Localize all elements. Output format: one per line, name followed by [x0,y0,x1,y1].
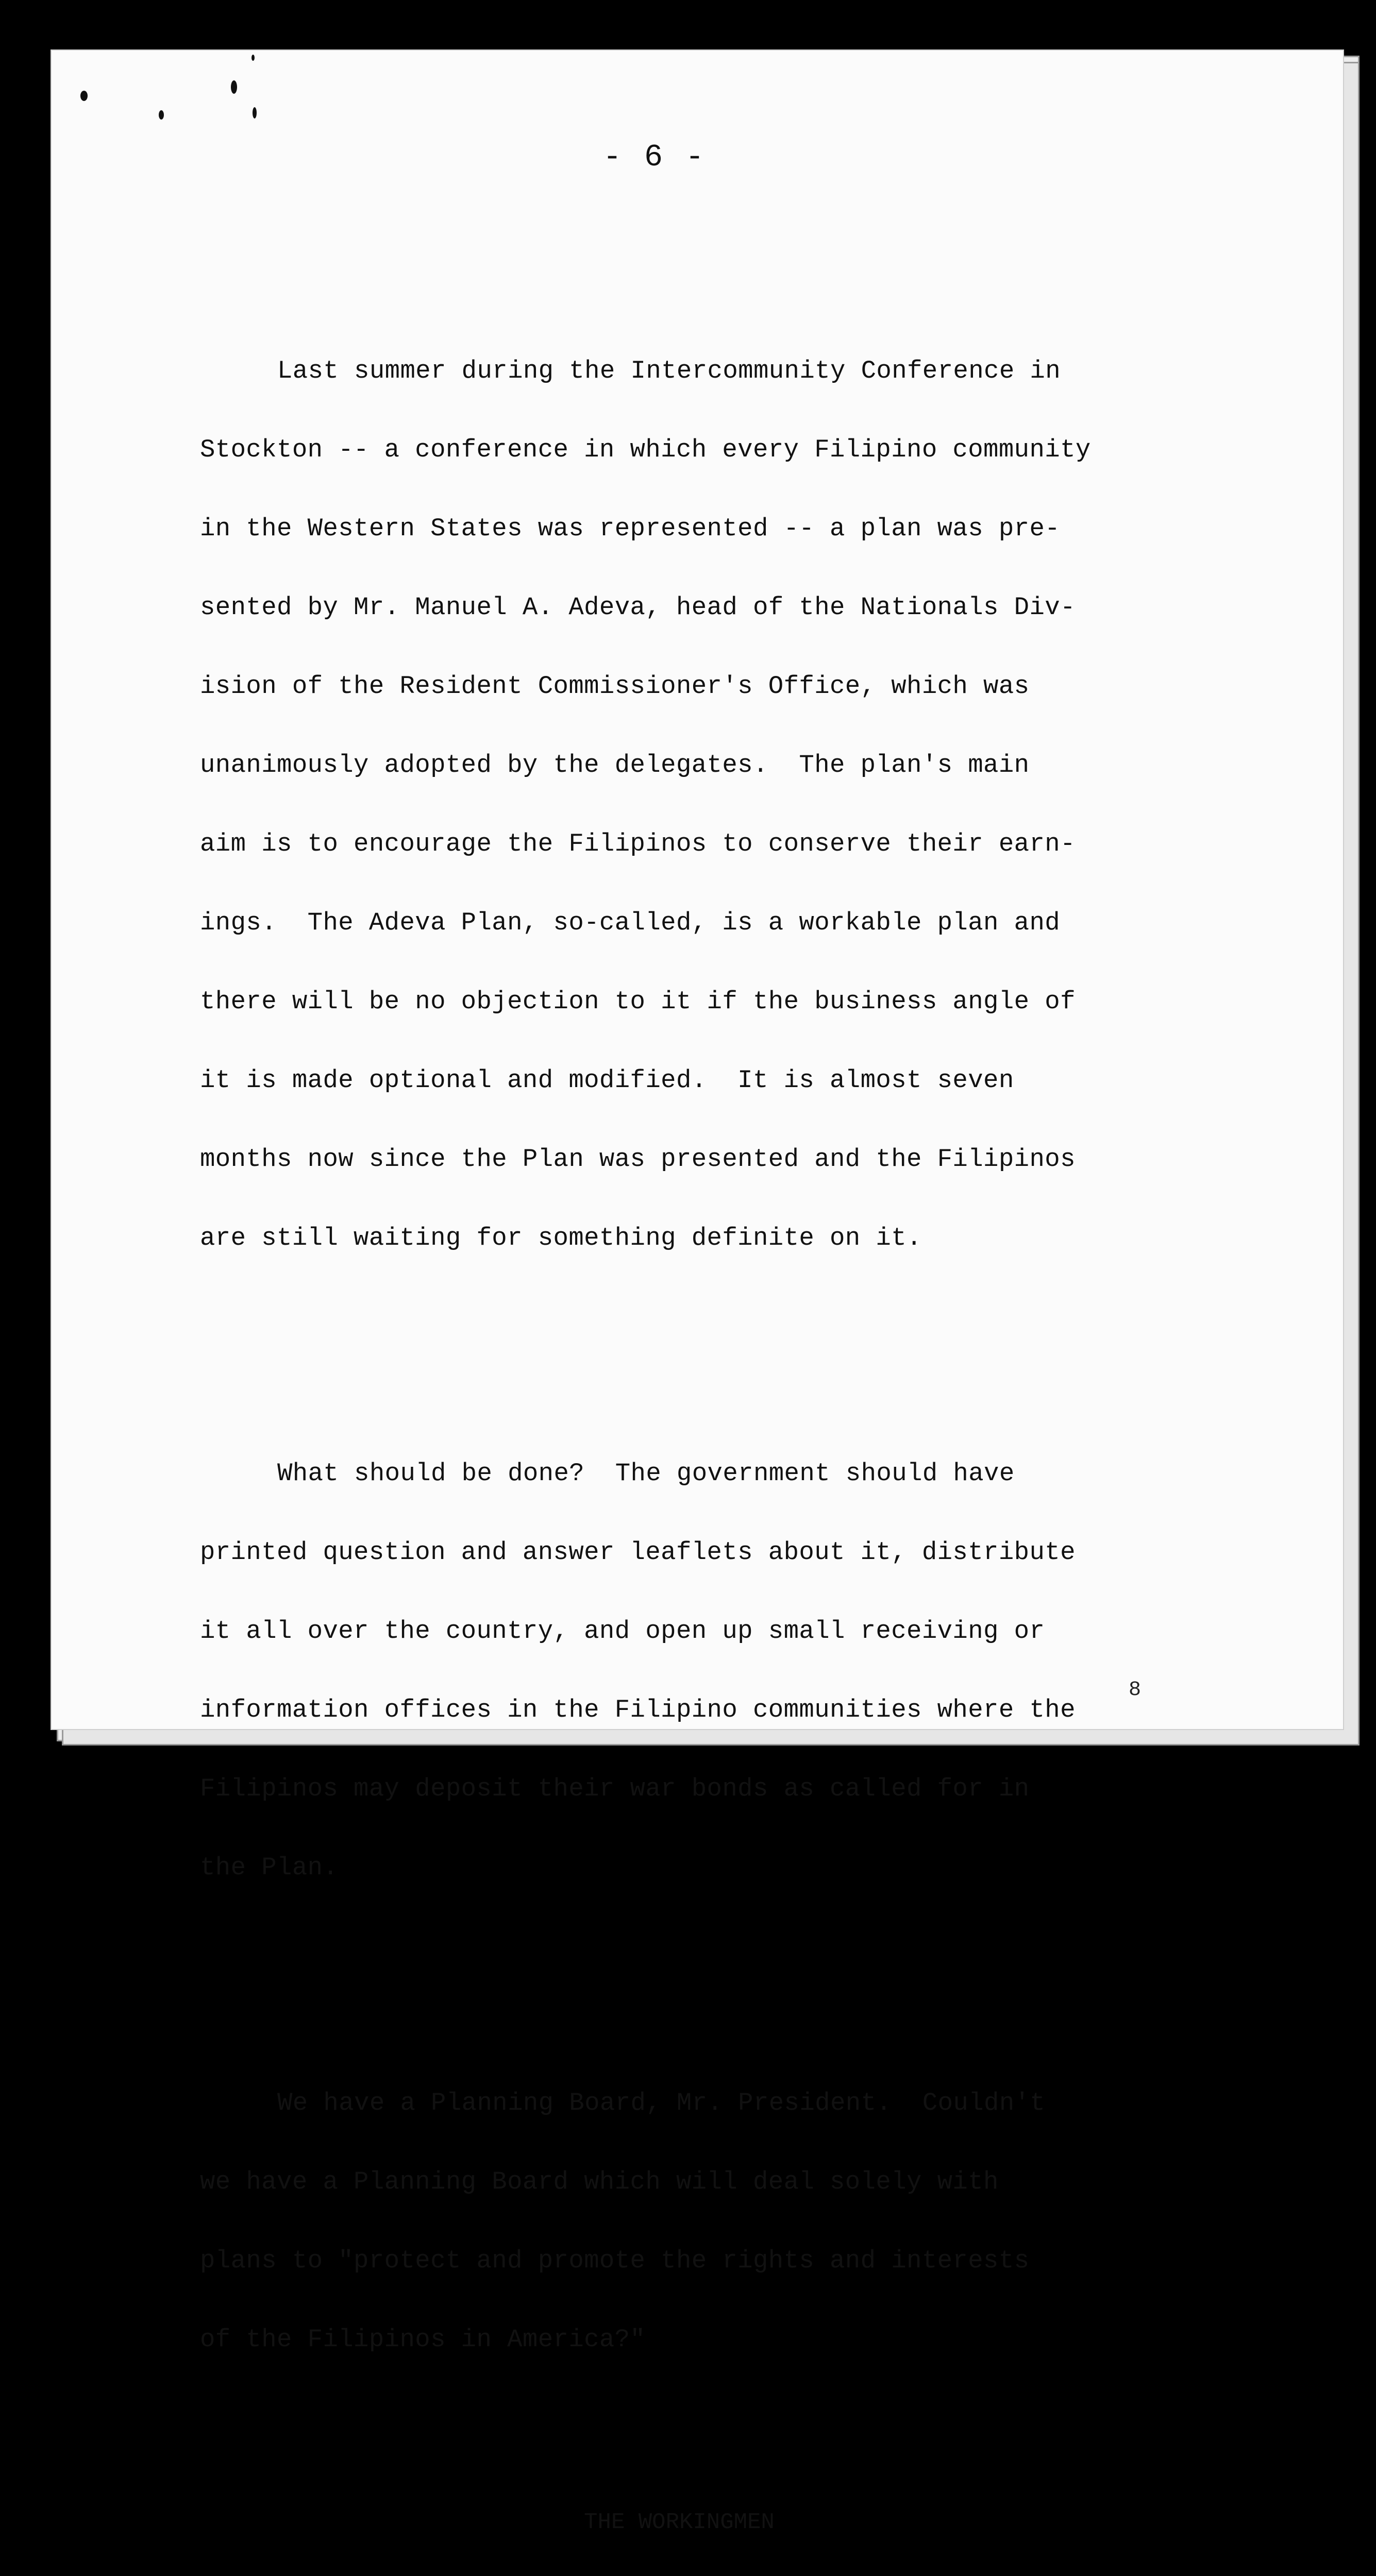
text-line: plans to "protect and promote the rights and interests [200,2246,1030,2275]
text-line: we have a Planning Board which will deal solely with [200,2167,999,2196]
ink-speck [253,107,257,118]
text-line: are still waiting for something definite on it. [200,1224,922,1252]
ink-speck [251,55,255,61]
text-line: of the Filipinos in America?" [200,2325,646,2354]
text-line: information offices in the Filipino communities where the [200,1696,1076,1724]
text-line: in the Western States was represented -- a plan was pre- [200,514,1061,543]
text-line: it is made optional and modified. It is almost seven [200,1066,1014,1095]
ink-speck [231,80,237,94]
text-line: the Plan. [200,1853,339,1882]
section-heading-workingmen: THE WORKINGMEN [584,2510,775,2535]
text-line: Last summer during the Intercommunity Conference in [277,357,1061,385]
text-line: aim is to encourage the Filipinos to conserve their earn- [200,829,1076,858]
text-line: there will be no objection to it if the business angle of [200,987,1076,1016]
text-line: it all over the country, and open up small receiving or [200,1617,1045,1646]
document-body [200,227,1231,2576]
text-line: months now since the Plan was presented and the Filipinos [200,1145,1076,1174]
text-line: We have a Planning Board, Mr. President. Couldn't [277,2089,1046,2117]
paragraph-adeva-plan [200,306,1231,1304]
text-line: ision of the Resident Commissioner's Office, which was [200,672,1030,701]
ink-speck [159,110,164,120]
text-line: Filipinos may deposit their war bonds as called for in [200,1774,1030,1803]
text-line: What should be done? The government should have [277,1459,1015,1488]
page-number: - 6 - [602,140,707,175]
handwritten-page-mark: 8 [1129,1679,1142,1702]
ink-speck [80,91,88,101]
text-line: sented by Mr. Manuel A. Adeva, head of the Nationals Div- [200,593,1076,622]
paragraph-what-should-be-done [200,1408,1231,1934]
paragraph-planning-board [200,2038,1231,2405]
text-line: unanimously adopted by the delegates. The plan's main [200,751,1030,779]
text-line: Stockton -- a conference in which every Filipino community [200,435,1091,464]
text-line: printed question and answer leaflets about it, distribute [200,1538,1076,1567]
text-line: ings. The Adeva Plan, so-called, is a workable plan and [200,908,1061,937]
